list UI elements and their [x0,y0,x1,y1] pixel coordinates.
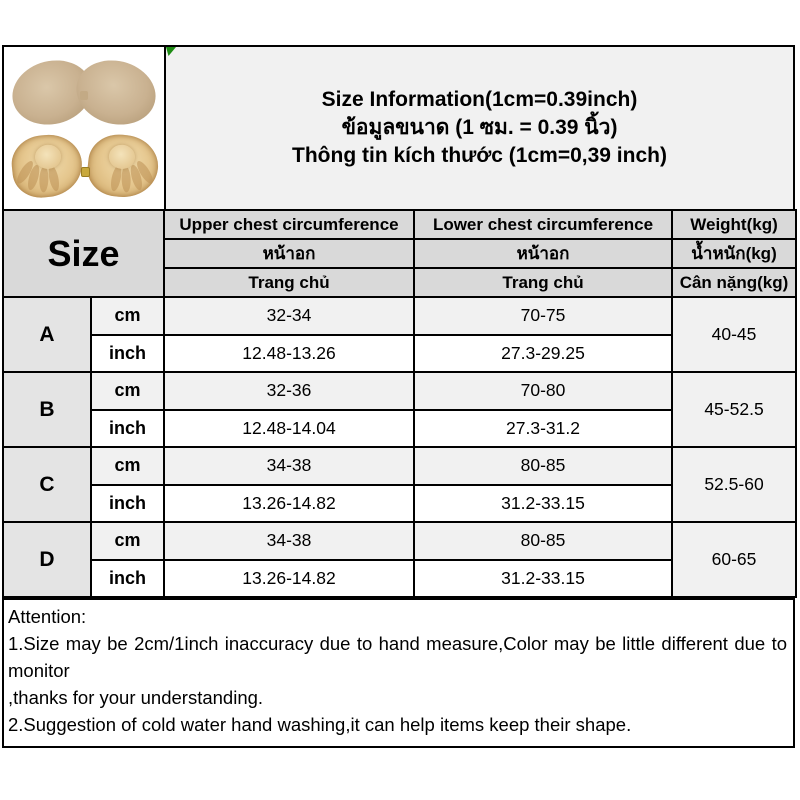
attention-note-1a: 1.Size may be 2cm/1inch inaccuracy due to hand measure,Color may be little different due to monitor [8,633,787,681]
hand-print-finger [39,166,49,192]
attention-note-2: 2.Suggestion of cold water hand washing,it can help items keep their shape. [8,714,632,735]
bra-back-left-cup [9,132,85,201]
size-d-label: D [3,522,91,597]
bra-back-clasp [81,167,90,177]
weight-value: 45-52.5 [672,372,796,447]
attention-note-1b: ,thanks for your understanding. [8,687,264,708]
weight-value: 52.5-60 [672,447,796,522]
attention-notes [2,598,795,748]
bra-front-clasp [80,91,88,100]
lower-chest-header-vi: Trang chủ [414,268,672,297]
upper-cm-value: 34-38 [164,447,414,485]
lower-inch-value: 27.3-29.25 [414,335,672,373]
unit-cm-label: cm [91,372,164,410]
table-row [3,297,796,335]
title-english: Size Information(1cm=0.39inch) [321,88,638,111]
unit-inch-label: inch [91,560,164,598]
adhesive-bra-front-image [12,61,156,131]
size-b-label: B [3,372,91,447]
weight-header-vi: Cân nặng(kg) [672,268,796,297]
size-c-label: C [3,447,91,522]
upper-cm-value: 32-34 [164,297,414,335]
lower-cm-value: 70-75 [414,297,672,335]
size-chart-table [2,209,797,598]
weight-value: 60-65 [672,522,796,597]
lower-cm-value: 80-85 [414,522,672,560]
unit-inch-label: inch [91,485,164,523]
attention-heading: Attention: [8,606,87,627]
upper-inch-value: 12.48-14.04 [164,410,414,448]
upper-inch-value: 12.48-13.26 [164,335,414,373]
unit-cm-label: cm [91,297,164,335]
header-band [2,45,795,211]
unit-inch-label: inch [91,335,164,373]
size-a-label: A [3,297,91,372]
weight-value: 40-45 [672,297,796,372]
upper-inch-value: 13.26-14.82 [164,485,414,523]
bra-back-right-cup [85,132,161,201]
upper-inch-value: 13.26-14.82 [164,560,414,598]
weight-header-th: น้ำหนัก(kg) [672,239,796,268]
lower-chest-header-en: Lower chest circumference [414,210,672,239]
product-photo [4,47,166,209]
lower-inch-value: 31.2-33.15 [414,560,672,598]
upper-cm-value: 34-38 [164,522,414,560]
unit-cm-label: cm [91,522,164,560]
size-info-title-panel [166,47,793,209]
weight-header-en: Weight(kg) [672,210,796,239]
title-vietnamese: Thông tin kích thước (1cm=0,39 inch) [292,144,667,167]
lower-inch-value: 31.2-33.15 [414,485,672,523]
upper-chest-header-th: หน้าอก [164,239,414,268]
unit-inch-label: inch [91,410,164,448]
table-row [3,372,796,410]
title-thai: ข้อมูลขนาด (1 ซม. = 0.39 นิ้ว) [341,116,618,139]
lower-chest-header-th: หน้าอก [414,239,672,268]
adhesive-bra-inside-image [12,135,158,201]
upper-chest-header-vi: Trang chủ [164,268,414,297]
lower-cm-value: 80-85 [414,447,672,485]
unit-cm-label: cm [91,447,164,485]
lower-inch-value: 27.3-31.2 [414,410,672,448]
upper-chest-header-en: Upper chest circumference [164,210,414,239]
green-corner-marker-icon [166,47,176,56]
lower-cm-value: 70-80 [414,372,672,410]
upper-cm-value: 32-36 [164,372,414,410]
table-row [3,447,796,485]
size-header-cell: Size [3,210,164,297]
table-row [3,522,796,560]
